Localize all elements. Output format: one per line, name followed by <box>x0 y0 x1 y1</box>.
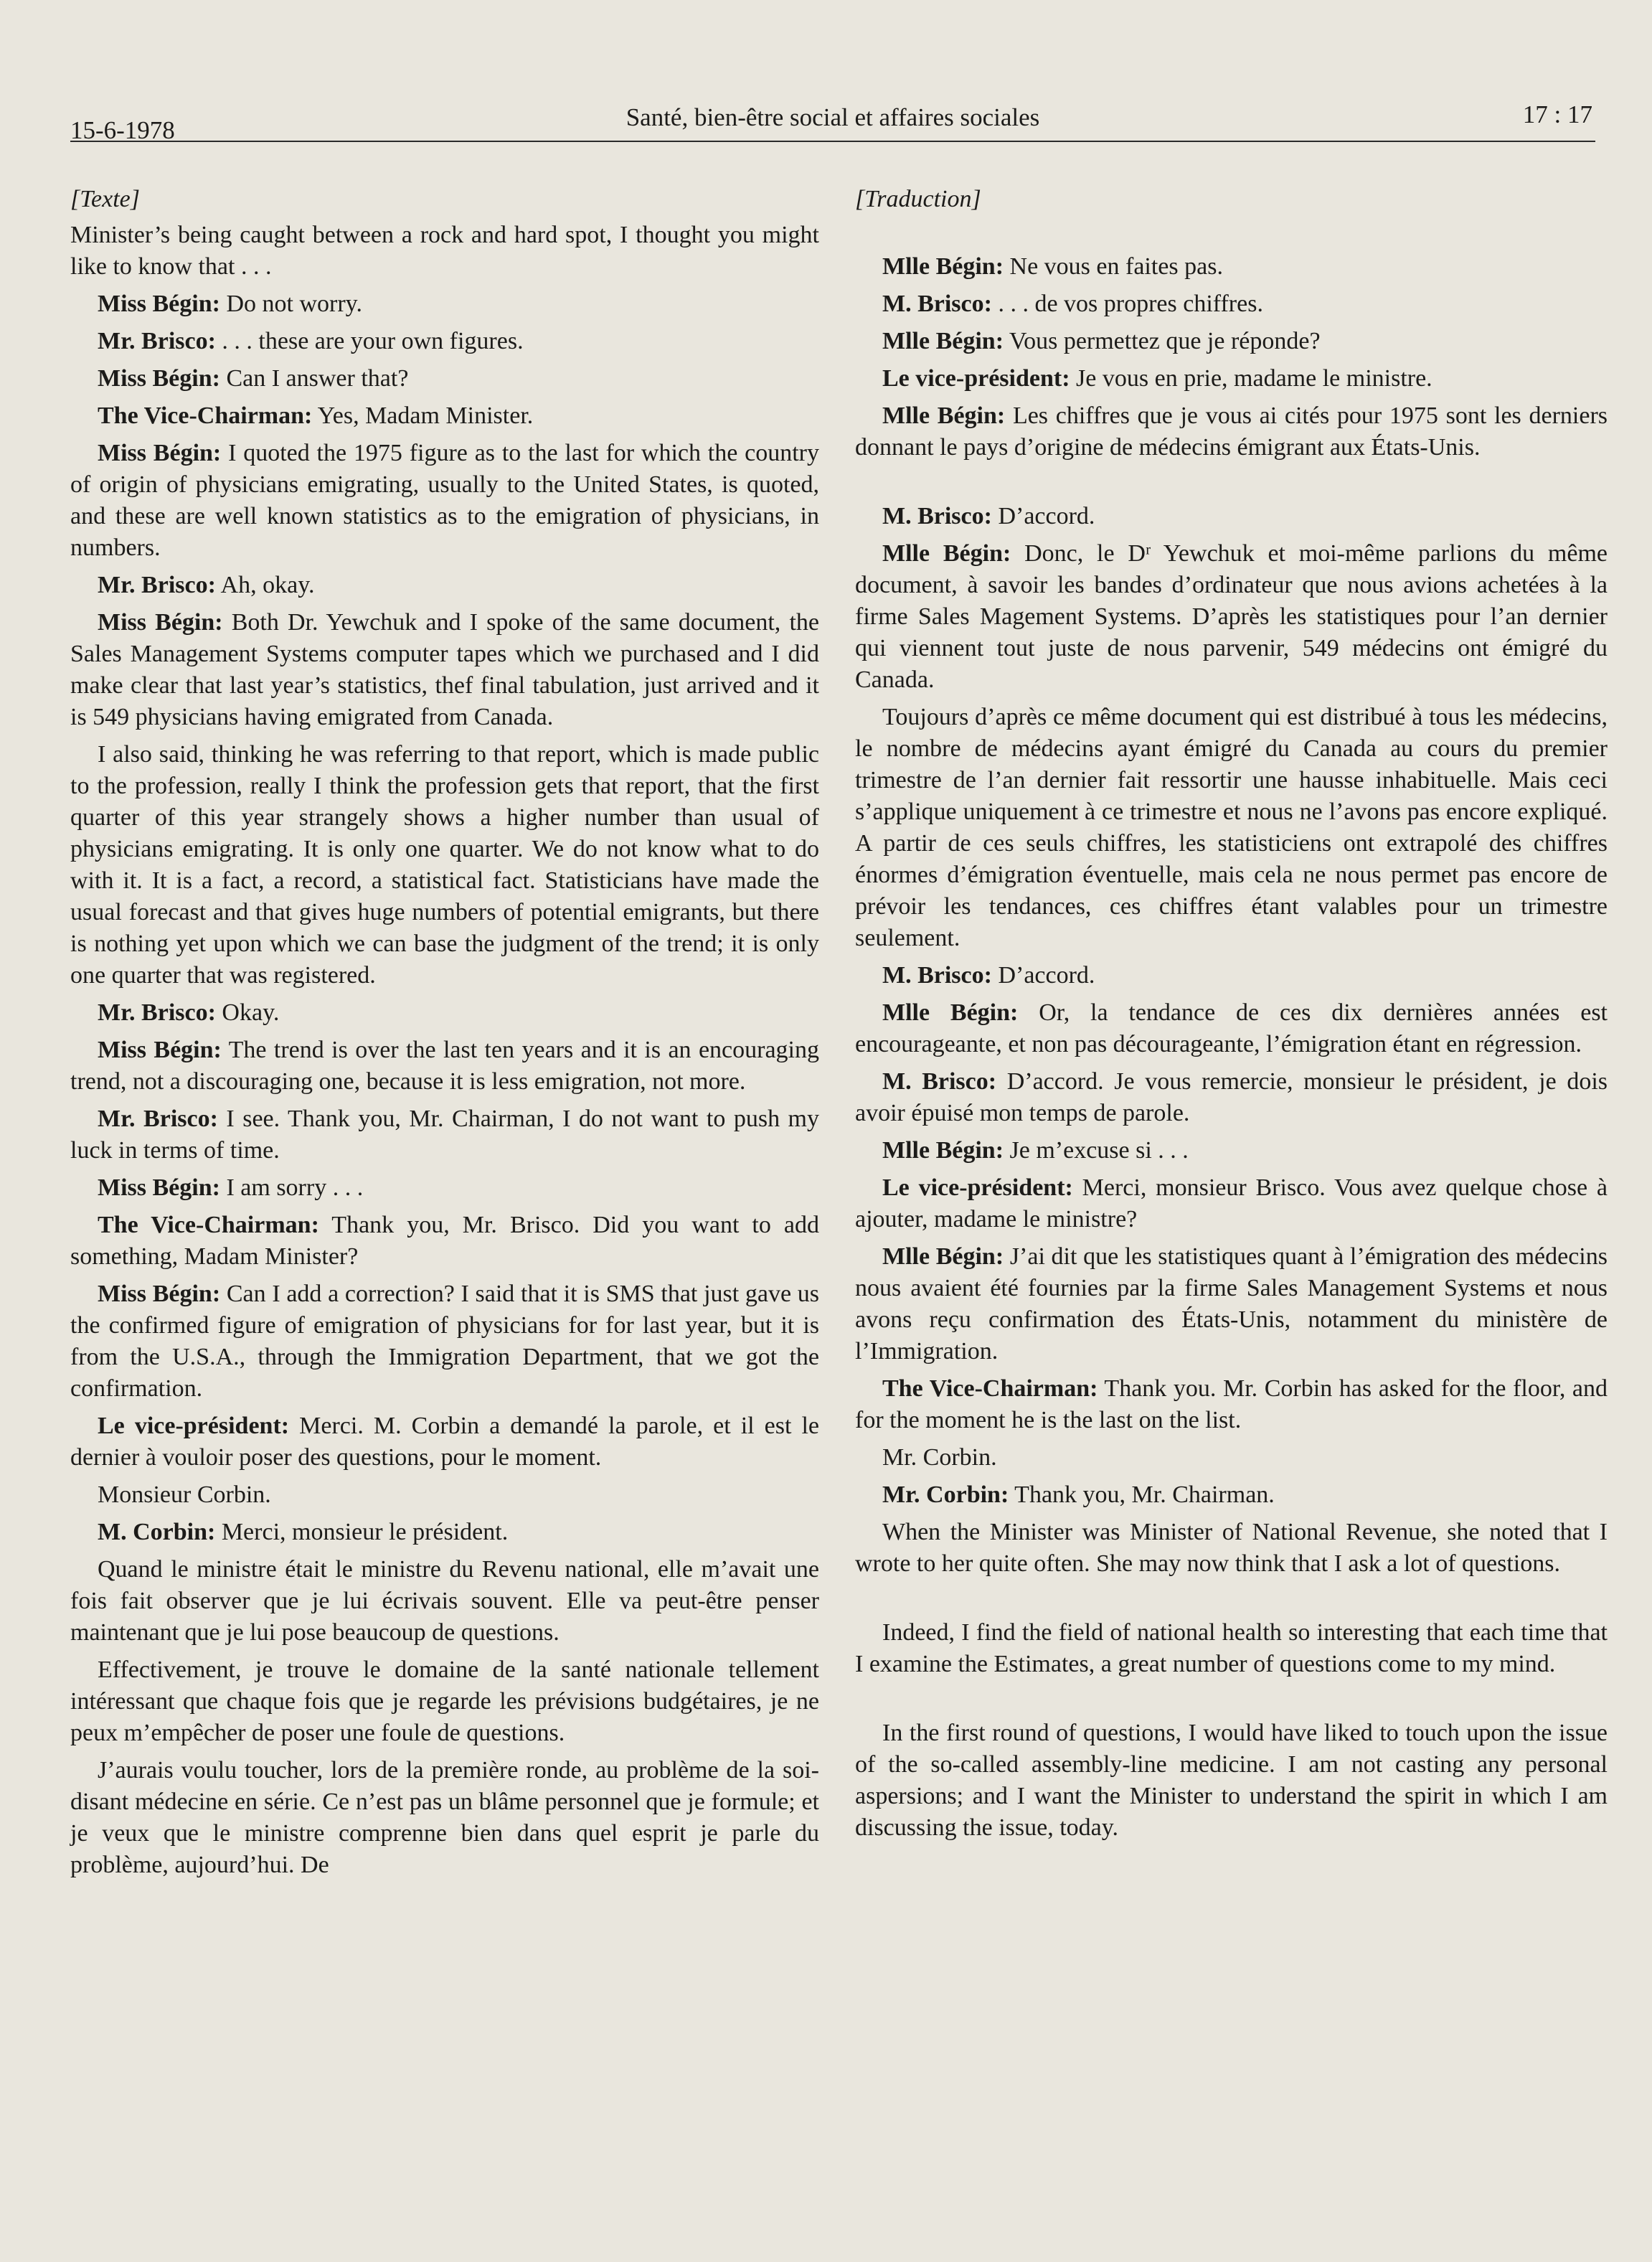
paragraph-text: J’aurais voulu toucher, lors de la première ronde, au problème de la soi-disant médecine en série. Ce n’est pas un blâme personnel que je formule; et je veux que le ministre comprenne bien dans quel esprit je parle du problème, aujourd’hui. De <box>70 1757 819 1878</box>
paragraph-text: Merci, monsieur Brisco. Vous avez quelque chose à ajouter, madame le ministre? <box>855 1174 1608 1233</box>
paragraph-text: I am sorry . . . <box>220 1174 364 1201</box>
paragraph-text: Merci, monsieur le président. <box>215 1519 509 1545</box>
speaker-name: Miss Bégin: <box>98 1037 222 1063</box>
transcript-paragraph <box>70 1755 819 1881</box>
paragraph-text: Indeed, I find the field of national health so interesting that each time that I examine the Estimates, a great number of questions come to my mind. <box>855 1619 1608 1677</box>
transcript-paragraph <box>855 1479 1608 1511</box>
transcript-paragraph <box>70 1103 819 1167</box>
transcript-paragraph <box>855 1517 1608 1580</box>
right-column <box>855 184 1608 1849</box>
speaker-name: Mr. Brisco: <box>98 1106 218 1132</box>
paragraph-text: Both Dr. Yewchuk and I spoke of the same document, the Sales Management Systems computer tapes which we purchased and I did make clear that last year’s statistics, thef final tabulation, just arrived and it is 549 physicians having emigrated from Canada. <box>70 609 819 730</box>
paragraph-text: Merci. M. Corbin a demandé la parole, et il est le dernier à vouloir poser des questions, pour le moment. <box>70 1413 819 1471</box>
paragraph-text: D’accord. <box>991 503 1095 529</box>
paragraph-gap <box>855 220 1608 251</box>
transcript-paragraph <box>70 363 819 395</box>
transcript-paragraph <box>855 1373 1608 1436</box>
transcript-paragraph <box>70 1172 819 1204</box>
paragraph-text: Ne vous en faites pas. <box>1004 253 1223 280</box>
paragraph-text: The trend is over the last ten years and it is an encouraging trend, not a discouraging one, because it is less emigration, not more. <box>70 1037 819 1095</box>
paragraph-text: Thank you. Mr. Corbin has asked for the floor, and for the moment he is the last on the list. <box>855 1375 1608 1433</box>
paragraph-text: Ah, okay. <box>215 572 315 598</box>
speaker-name: Le vice-président: <box>882 365 1070 392</box>
paragraph-text: Vous permettez que je réponde? <box>1004 328 1321 354</box>
section-label-traduction: [Traduction] <box>855 186 981 212</box>
transcript-paragraph <box>70 438 819 564</box>
paragraph-text: Je m’excuse si . . . <box>1004 1137 1189 1164</box>
speaker-name: The Vice-Chairman: <box>98 402 313 429</box>
paragraph-text: Okay. <box>215 999 280 1026</box>
speaker-name: Mr. Brisco: <box>98 572 216 598</box>
transcript-paragraph <box>855 1135 1608 1167</box>
speaker-name: M. Brisco: <box>882 1068 997 1095</box>
transcript-paragraph <box>855 1172 1608 1235</box>
paragraph-text: Donc, le Dʳ Yewchuk et moi-même parlions du même document, à savoir les bandes d’ordinateur que nous avions achetées à la firme Sales Magement Systems. D’après les statistiques pour l’an dernier qui viennent tout juste de nous parvenir, 549 médecins ont émigré du Canada. <box>855 540 1608 693</box>
speaker-name: Miss Bégin: <box>98 1174 220 1201</box>
transcript-paragraph <box>70 1210 819 1273</box>
transcript-paragraph <box>855 1241 1608 1367</box>
paragraph-text: J’ai dit que les statistiques quant à l’émigration des médecins nous avaient été fournies par la firme Sales Management Systems et nous avons reçu confirmation des États-Unis, notamment du ministère de l’Immigration. <box>855 1243 1608 1365</box>
speaker-name: Mr. Brisco: <box>98 328 216 354</box>
paragraph-text: Yes, Madam Minister. <box>312 402 534 429</box>
paragraph-text: Les chiffres que je vous ai cités pour 1975 sont les derniers donnant le pays d’origine de médecins émigrant aux États-Unis. <box>855 402 1608 461</box>
section-label-texte: [Texte] <box>70 186 140 212</box>
speaker-name: Le vice-président: <box>98 1413 290 1439</box>
paragraph-gap <box>855 1585 1608 1617</box>
paragraph-text: I see. Thank you, Mr. Chairman, I do not want to push my luck in terms of time. <box>70 1106 820 1164</box>
transcript-paragraph <box>855 251 1608 283</box>
paragraph-text: Do not worry. <box>220 291 362 317</box>
speaker-name: M. Brisco: <box>882 962 992 989</box>
transcript-paragraph <box>70 220 819 283</box>
transcript-paragraph <box>70 1554 819 1649</box>
paragraph-text: I also said, thinking he was referring to that report, which is made public to the profession, really I think the profession gets that report, that the first quarter of this year strangely shows a higher number than usual of physicians emigrating. It is only one quarter. We do not know what to do with it. It is a fact, a record, a statistical fact. Statisticians have made the usual forecast and that gives huge numbers of potential emigrants, but there is nothing yet upon which we can base the judgment of the trend; it is only one quarter that was registered. <box>70 741 819 989</box>
transcript-paragraph <box>70 607 819 733</box>
paragraph-text: Effectivement, je trouve le domaine de la santé nationale tellement intéressant que chaque fois que je regarde les prévisions budgétaires, je ne peux m’empêcher de poser une foule de questions. <box>70 1657 819 1746</box>
speaker-name: Miss Bégin: <box>98 1281 221 1307</box>
speaker-name: Mlle Bégin: <box>882 402 1006 429</box>
transcript-paragraph <box>70 1278 819 1405</box>
speaker-name: Miss Bégin: <box>98 291 220 317</box>
transcript-paragraph <box>855 363 1608 395</box>
paragraph-text: When the Minister was Minister of National Revenue, she noted that I wrote to her quite often. She may now think that I ask a lot of questions. <box>855 1519 1608 1577</box>
transcript-paragraph <box>855 1717 1608 1844</box>
header-page-number: 17 : 17 <box>1522 100 1592 128</box>
paragraph-text: Mr. Corbin. <box>882 1444 997 1471</box>
transcript-paragraph <box>855 997 1608 1060</box>
paragraph-text: D’accord. <box>991 962 1095 989</box>
speaker-name: Mlle Bégin: <box>882 253 1004 280</box>
paragraph-text: Je vous en prie, madame le ministre. <box>1070 365 1432 392</box>
speaker-name: Mr. Corbin: <box>882 1481 1009 1508</box>
transcript-paragraph <box>855 501 1608 532</box>
transcript-paragraph <box>70 1410 819 1474</box>
transcript-paragraph <box>855 326 1608 357</box>
transcript-paragraph <box>855 960 1608 991</box>
transcript-paragraph <box>855 1442 1608 1474</box>
paragraph-text: . . . de vos propres chiffres. <box>991 291 1263 317</box>
speaker-name: Mr. Brisco: <box>98 999 216 1026</box>
transcript-paragraph <box>855 1066 1608 1129</box>
paragraph-text: Can I add a correction? I said that it is SMS that just gave us the confirmed figure of emigration of physicians for for last year, but it is from the U.S.A., through the Immigration Department, that we got the confirmation. <box>70 1281 820 1402</box>
speaker-name: M. Brisco: <box>882 503 992 529</box>
transcript-paragraph <box>855 1617 1608 1680</box>
paragraph-gap <box>855 1686 1608 1717</box>
transcript-paragraph <box>70 570 819 601</box>
transcript-paragraph <box>70 1517 819 1548</box>
speaker-name: M. Corbin: <box>98 1519 216 1545</box>
paragraph-gap <box>855 469 1608 501</box>
speaker-name: Miss Bégin: <box>98 440 222 466</box>
paragraph-text: Quand le ministre était le ministre du Revenu national, elle m’avait une fois fait observer que je lui écrivais souvent. Elle va peut-être penser maintenant que je lui pose beaucoup de questions. <box>70 1556 819 1646</box>
transcript-paragraph <box>70 1654 819 1749</box>
speaker-name: Miss Bégin: <box>98 365 220 392</box>
speaker-name: The Vice-Chairman: <box>98 1212 319 1238</box>
transcript-paragraph <box>70 997 819 1029</box>
paragraph-text: . . . these are your own figures. <box>215 328 524 354</box>
paragraph-text: In the first round of questions, I would have liked to touch upon the issue of the so-called assembly-line medicine. I am not casting any personal aspersions; and I want the Minister to understand the spirit in which I am discussing the issue, today. <box>855 1720 1608 1841</box>
header-title: Santé, bien-être social et affaires sociales <box>626 103 1040 131</box>
paragraph-text: Or, la tendance de ces dix dernières années est encourageante, et non pas décourageante, l’émigration étant en régression. <box>855 999 1608 1057</box>
transcript-paragraph <box>70 400 819 432</box>
transcript-paragraph <box>70 288 819 320</box>
speaker-name: Mlle Bégin: <box>882 328 1004 354</box>
transcript-paragraph <box>855 538 1608 696</box>
paragraph-text: Toujours d’après ce même document qui est distribué à tous les médecins, le nombre de médecins ayant émigré du Canada au cours du premier trimestre de l’an dernier fait ressortir une hausse inhabituelle. Mais ceci s’applique uniquement à ce trimestre et nous ne l’avons pas encore expliqué. A partir de ces seuls chiffres, les statisticiens ont extrapolé des chiffres énormes d’émigration éventuelle, mais cela ne nous permet pas encore de prévoir les tendances, ces chiffres étant valables pour un trimestre seulement. <box>855 704 1608 951</box>
left-column <box>70 184 819 1887</box>
page-header <box>70 100 1595 142</box>
paragraph-text: Thank you, Mr. Brisco. Did you want to add something, Madam Minister? <box>70 1212 819 1270</box>
transcript-paragraph <box>855 702 1608 954</box>
paragraph-text: Thank you, Mr. Chairman. <box>1009 1481 1275 1508</box>
paragraph-text: Can I answer that? <box>220 365 409 392</box>
speaker-name: Mlle Bégin: <box>882 540 1011 567</box>
paragraph-text: Minister’s being caught between a rock and hard spot, I thought you might like to know that . . . <box>70 222 819 280</box>
transcript-paragraph <box>70 739 819 991</box>
transcript-paragraph <box>855 288 1608 320</box>
paragraph-text: Monsieur Corbin. <box>98 1481 271 1508</box>
transcript-paragraph <box>70 326 819 357</box>
transcript-paragraph <box>855 400 1608 463</box>
speaker-name: Le vice-président: <box>882 1174 1073 1201</box>
speaker-name: Mlle Bégin: <box>882 1137 1004 1164</box>
paragraph-text: I quoted the 1975 figure as to the last for which the country of origin of physicians emigrating, usually to the United States, is quoted, and these are well known statistics as to the emigration of physicians, in numbers. <box>70 440 820 561</box>
speaker-name: The Vice-Chairman: <box>882 1375 1098 1402</box>
speaker-name: Miss Bégin: <box>98 609 223 636</box>
speaker-name: Mlle Bégin: <box>882 999 1019 1026</box>
transcript-paragraph <box>70 1479 819 1511</box>
transcript-paragraph <box>70 1035 819 1098</box>
speaker-name: Mlle Bégin: <box>882 1243 1004 1270</box>
speaker-name: M. Brisco: <box>882 291 992 317</box>
header-date: 15-6-1978 <box>70 116 175 144</box>
paragraph-text: D’accord. Je vous remercie, monsieur le président, je dois avoir épuisé mon temps de parole. <box>855 1068 1608 1126</box>
